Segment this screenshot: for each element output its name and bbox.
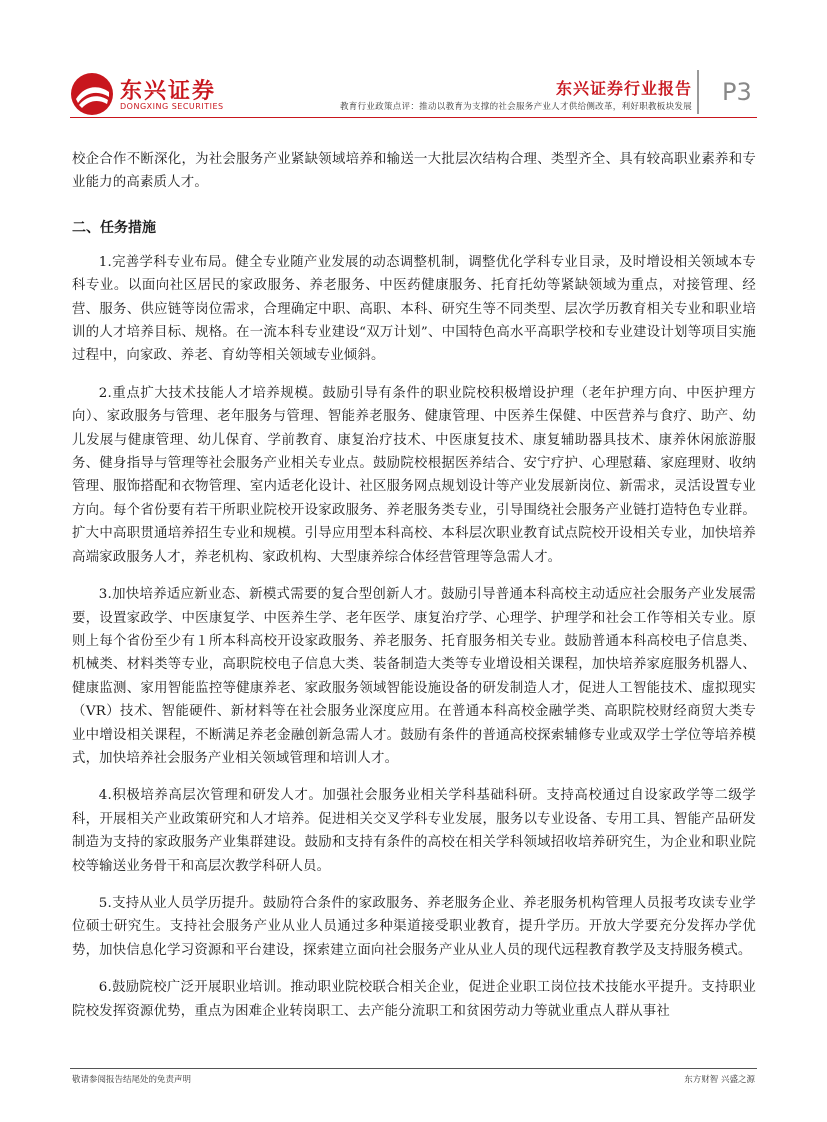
logo-text-cn: 东兴证券 [120, 79, 217, 104]
paragraph-4: 4.积极培养高层次管理和研发人才。加强社会服务业相关学科基础科研。支持高校通过自设家政学等二级学科，开展相关产业政策研究和人才培养。促进相关交叉学科专业发展，服务以专业设备、专用工具、智能产品研发制造为支持的家政服务产业集群建设。鼓励和支持有条件的高校在相关学科领域招收培养研究生，为企业和职业院校等输送业务骨干和高层次教学科研人员。 [72, 788, 756, 874]
header-rule [70, 117, 757, 118]
paragraph-5: 5.支持从业人员学历提升。鼓励符合条件的家政服务、养老服务企业、养老服务机构管理人员报考攻读专业学位硕士研究生。支持社会服务产业从业人员通过多种渠道接受职业教育，提升学历。开放大学要充分发挥办学优势，加快信息化学习资源和平台建设，探索建立面向社会服务产业从业人员的现代远程教育教学及支持服务模式。 [72, 895, 756, 958]
section-title: 二、任务措施 [72, 219, 156, 236]
footer-rule [70, 1068, 757, 1069]
paragraph-3: 3.加快培养适应新业态、新模式需要的复合型创新人才。鼓励引导普通本科高校主动适应社会服务产业发展需要，设置家政学、中医康复学、中医养生学、老年医学、康复治疗学、心理学、护理学和社会工作等相关专业。原则上每个省份至少有１所本科高校开设家政服务、养老服务、托育服务相关专业。鼓励普通本科高校电子信息类、机械类、材料类等专业，高职院校电子信息大类、装备制造大类等专业增设相关课程，加快培养家庭服务机器人、健康监测、家用智能监控等健康养老、家政服务领域智能设施设备的研发制造人才，促进人工智能技术、虚拟现实（VR）技术、智能硬件、新材料等在社会服务业深度应用。在普通本科高校金融学类、高职院校财经商贸大类专业中增设相关课程，不断满足养老金融创新急需人才。鼓励有条件的普通高校探索辅修专业或双学士学位等培养模式，加快培养社会服务产业相关领域管理和培训人才。 [72, 587, 756, 766]
disclaimer-note: 敬请参阅报告结尾处的免责声明 [72, 1075, 192, 1085]
page-number: P3 [722, 78, 752, 106]
paragraph-2: 2.重点扩大技术技能人才培养规模。鼓励引导有条件的职业院校积极增设护理（老年护理方向、中医护理方向）、家政服务与管理、老年服务与管理、智能养老服务、健康管理、中医养生保健、中医营养与食疗、助产、幼儿发展与健康管理、幼儿保育、学前教育、康复治疗技术、中医康复技术、康复辅助器具技术、康养休闲旅游服务、健身指导与管理等社会服务产业相关专业点。鼓励院校根据医养结合、安宁疗护、心理慰藉、家庭理财、收纳管理、服饰搭配和衣物管理、室内适老化设计、社区服务网点规划设计等产业发展新岗位、新需求，灵活设置专业方向。每个省份要有若干所职业院校开设家政服务、养老服务类专业，引导围绕社会服务产业链打造特色专业群。扩大中高职贯通培养招生专业和规模。引导应用型本科高校、本科层次职业教育试点院校开设相关专业，加快培养高端家政服务人才，养老机构、家政机构、大型康养综合体经营管理等急需人才。 [72, 385, 756, 565]
paragraph-6: 6.鼓励院校广泛开展职业培训。推动职业院校联合相关企业，促进企业职工岗位技术技能水平提升。支持职业院校发挥资源优势，重点为困难企业转岗职工、去产能分流职工和贫困劳动力等就业重点人群从事社 [72, 980, 756, 1019]
dongxing-logo-icon [70, 72, 114, 116]
report-subtitle: 教育行业政策点评：推动以教育为支撑的社会服务产业人才供给侧改革，利好职教板块发展 [339, 102, 692, 112]
logo-text-en: DONGXING SECURITIES [120, 102, 224, 111]
report-title: 东兴证券行业报告 [555, 79, 692, 98]
company-logo [70, 72, 280, 116]
intro-paragraph: 校企合作不断深化，为社会服务产业紧缺领域培养和输送一大批层次结构合理、类型齐全、具有较高职业素养和专业能力的高素质人才。 [72, 152, 756, 191]
page-header [0, 0, 827, 125]
header-divider [697, 70, 699, 114]
paragraph-1: 1.完善学科专业布局。健全专业随产业发展的动态调整机制，调整优化学科专业目录，及时增设相关领域本专科专业。以面向社区居民的家政服务、养老服务、中医药健康服务、托育托幼等紧缺领域为重点，对接管理、经营、服务、供应链等岗位需求，合理确定中职、高职、本科、研究生等不同类型、层次学历教育相关专业和职业培训的人才培养目标、规格。在一流本科专业建设“双万计划”、中国特色高水平高职学校和专业建设计划等项目实施过程中，向家政、养老、育幼等相关领域专业倾斜。 [72, 254, 756, 364]
footer-slogan: 东方财智 兴盛之源 [684, 1075, 755, 1085]
document-body [72, 148, 756, 1023]
